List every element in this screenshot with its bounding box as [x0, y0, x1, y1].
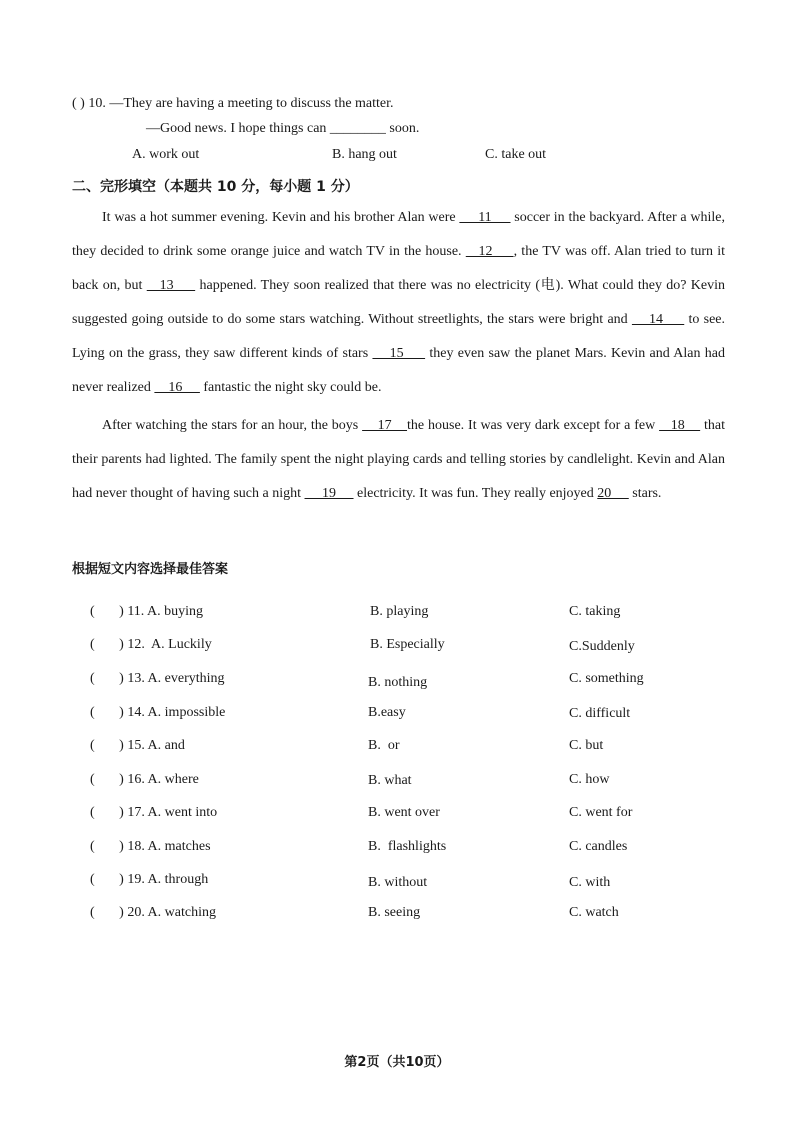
passage-paragraph-1	[72, 201, 725, 405]
question-18-option-c: C. candles	[569, 839, 628, 854]
passage-paragraph-2	[72, 409, 725, 511]
q10-stem: ( ) 10. —They are having a meeting to discuss the matter.	[72, 96, 394, 111]
question-20-option-b: B. seeing	[368, 905, 421, 920]
blank-19: 19	[304, 486, 354, 501]
question-15-option-c: C. but	[569, 738, 604, 753]
blank-14: 14	[631, 312, 685, 327]
question-11-option-c: C. taking	[569, 604, 621, 619]
question-12-option-b: B. Especially	[370, 637, 445, 652]
question-20-option-c: C. watch	[569, 905, 619, 920]
question-18-option-a: ( ) 18. A. matches	[90, 839, 211, 854]
instruction-heading: 根据短文内容选择最佳答案	[72, 562, 229, 577]
blank-17: 17	[362, 418, 408, 433]
question-16-option-c: C. how	[569, 772, 610, 787]
q10-option-c: C. take out	[485, 147, 547, 162]
question-14-option-a: ( ) 14. A. impossible	[90, 705, 226, 720]
blank-12: 12	[465, 244, 514, 259]
q10-response: —Good news. I hope things can ________ soon.	[146, 121, 420, 136]
passage-text: It was a hot summer evening. Kevin and his brother Alan were	[102, 210, 460, 225]
question-15-option-a: ( ) 15. A. and	[90, 738, 185, 753]
question-14-option-c: C. difficult	[569, 706, 631, 721]
question-16-option-a: ( ) 16. A. where	[90, 772, 199, 787]
passage-text: stars.	[628, 486, 662, 501]
question-20-option-a: ( ) 20. A. watching	[90, 905, 216, 920]
question-11-option-b: B. playing	[370, 604, 429, 619]
passage-text: to see. Lying on the grass, they saw different kinds of stars	[72, 312, 726, 361]
passage-text: happened. They soon realized that there was no electricity (电). What could they do? Kevin suggested going outside to do some stars watching. Without streetlights, the stars were bright and	[72, 278, 725, 327]
question-19-option-a: ( ) 19. A. through	[90, 872, 209, 887]
q10-option-b: B. hang out	[332, 147, 397, 162]
blank-18: 18	[659, 418, 701, 433]
question-13-option-b: B. nothing	[368, 675, 428, 690]
passage-text: soccer in the backyard. After a while, they decided to drink some orange juice and watch TV in the house.	[72, 210, 726, 259]
passage-text: the house. It was very dark except for a few	[407, 418, 660, 433]
question-14-option-b: B.easy	[368, 705, 406, 720]
passage-text: electricity. It was fun. They really enjoyed	[353, 486, 598, 501]
page-number: 第2页（共10页）	[344, 1055, 450, 1070]
question-12-option-a: ( ) 12. A. Luckily	[90, 637, 212, 652]
question-16-option-b: B. what	[368, 773, 412, 788]
passage-text: , the TV was off. Alan tried to turn it back on, but	[72, 244, 726, 293]
blank-20: 20	[597, 486, 629, 501]
question-13-option-c: C. something	[569, 671, 644, 686]
blank-11: 11	[459, 210, 511, 225]
blank-13: 13	[146, 278, 196, 293]
question-17-option-c: C. went for	[569, 805, 633, 820]
question-18-option-b: B. flashlights	[368, 839, 447, 854]
question-19-option-c: C. with	[569, 875, 611, 890]
question-19-option-b: B. without	[368, 875, 428, 890]
question-11-option-a: ( ) 11. A. buying	[90, 604, 204, 619]
section-title: 二、完形填空（本题共 10 分，每小题 1 分）	[72, 179, 359, 195]
blank-15: 15	[372, 346, 426, 361]
passage-text: fantastic the night sky could be.	[199, 380, 382, 395]
passage-text: they even saw the planet Mars. Kevin and Alan had never realized	[72, 346, 725, 395]
passage-text: After watching the stars for an hour, the boys	[102, 418, 363, 433]
question-17-option-a: ( ) 17. A. went into	[90, 805, 218, 820]
question-17-option-b: B. went over	[368, 805, 440, 820]
passage-text: that their parents had lighted. The family spent the night playing cards and telling stories by candlelight. Kevin and Alan had never thought of having such a night	[72, 418, 726, 501]
question-15-option-b: B. or	[368, 738, 400, 753]
q10-option-a: A. work out	[132, 147, 200, 162]
question-12-option-c: C.Suddenly	[569, 639, 635, 654]
blank-16: 16	[154, 380, 200, 395]
question-13-option-a: ( ) 13. A. everything	[90, 671, 225, 686]
